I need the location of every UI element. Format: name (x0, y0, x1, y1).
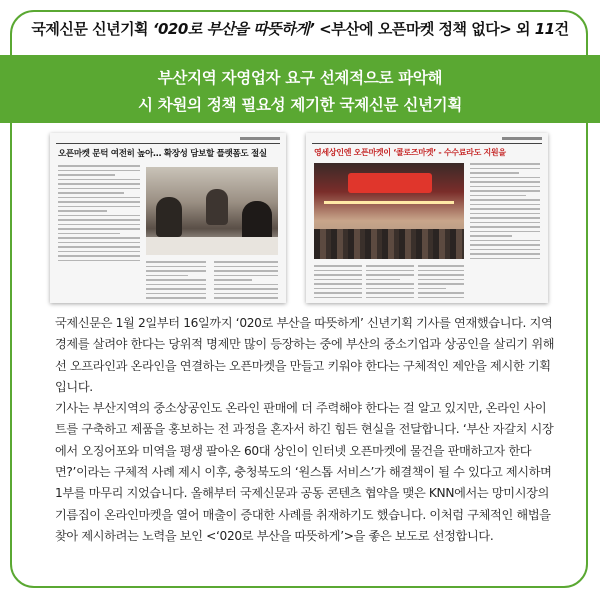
clipping-text-column (366, 265, 414, 301)
newspaper-clipping-left (50, 133, 286, 303)
article-body (55, 313, 555, 547)
title-middle: <부산에 오픈마켓 정책 없다> 외 (314, 20, 535, 38)
clipping-headline-right: 영세상인엔 오픈마켓이 ‘콜로즈마켓’ - 수수료라도 지원을 (314, 148, 506, 157)
clipping-text-column (314, 265, 362, 301)
banner-line-2: 시 차원의 정책 필요성 제기한 국제신문 신년기획 (137, 96, 463, 114)
clipping-headline-left: 오픈마켓 문턱 여전히 높아… 확장성 담보할 플랫폼도 절실 (58, 149, 267, 159)
clipping-text-column (146, 261, 206, 302)
title-series: ‘020로 부산을 따뜻하게’ (152, 20, 315, 38)
clipping-masthead (56, 137, 280, 144)
page-title (0, 18, 600, 39)
green-banner (0, 55, 600, 123)
banner-line-1: 부산지역 자영업자 요구 선제적으로 파악해 (157, 69, 443, 87)
clipping-text-column (470, 163, 540, 262)
newspaper-clipping-right (306, 133, 548, 303)
title-suffix: 건 (554, 20, 569, 38)
clipping-text-column (58, 165, 140, 264)
body-paragraph-1: 국제신문은 1월 2일부터 16일까지 ‘020로 부산을 따뜻하게’ 신년기획 기사를 연재했습니다. 지역경제를 살려야 한다는 당위적 명제만 많이 등장하는 중에 부산의 중소기업과 상공인을 살리기 위해선 오프라인과 온라인을 연결하는 오픈마켓을 만들고 키워야 한다는 구체적인 제안을 제시한 기획입니다. (55, 316, 555, 394)
clipping-text-column (214, 261, 278, 302)
clipping-photo-market (314, 163, 464, 259)
title-prefix: 국제신문 신년기획 (31, 20, 153, 38)
title-count: 11 (534, 20, 555, 38)
body-paragraph-2: 기사는 부산지역의 중소상공인도 온라인 판매에 더 주력해야 한다는 걸 알고 있지만, 온라인 사이트를 구축하고 제품을 홍보하는 전 과정을 혼자서 하긴 힘든 현실을 전달합니다. ‘부산 자갈치 시장에서 오징어포와 미역을 평생 팔아온 60대 상인이 인터넷 오픈마켓에 물건을 판매하고자 한다면?’이라는 구체적 사례 제시 이후, 충청북도의 ‘원스톱 서비스’가 해결책이 될 수 있다고 제시하며 1부를 마무리 지었습니다. 올해부터 국제신문과 공동 콘텐츠 협약을 맺은 KNN에서는 망미시장의 기름집이 온라인마켓을 열어 매출이 증대한 사례를 취재하기도 했습니다. 이처럼 구체적인 해법을 찾아 제시하려는 노력을 보인 <‘020로 부산을 따뜻하게’>을 좋은 보도로 선정합니다. (55, 401, 554, 543)
clipping-masthead (312, 137, 542, 144)
clipping-photo-workshop (146, 167, 278, 255)
clipping-text-column (418, 265, 464, 301)
